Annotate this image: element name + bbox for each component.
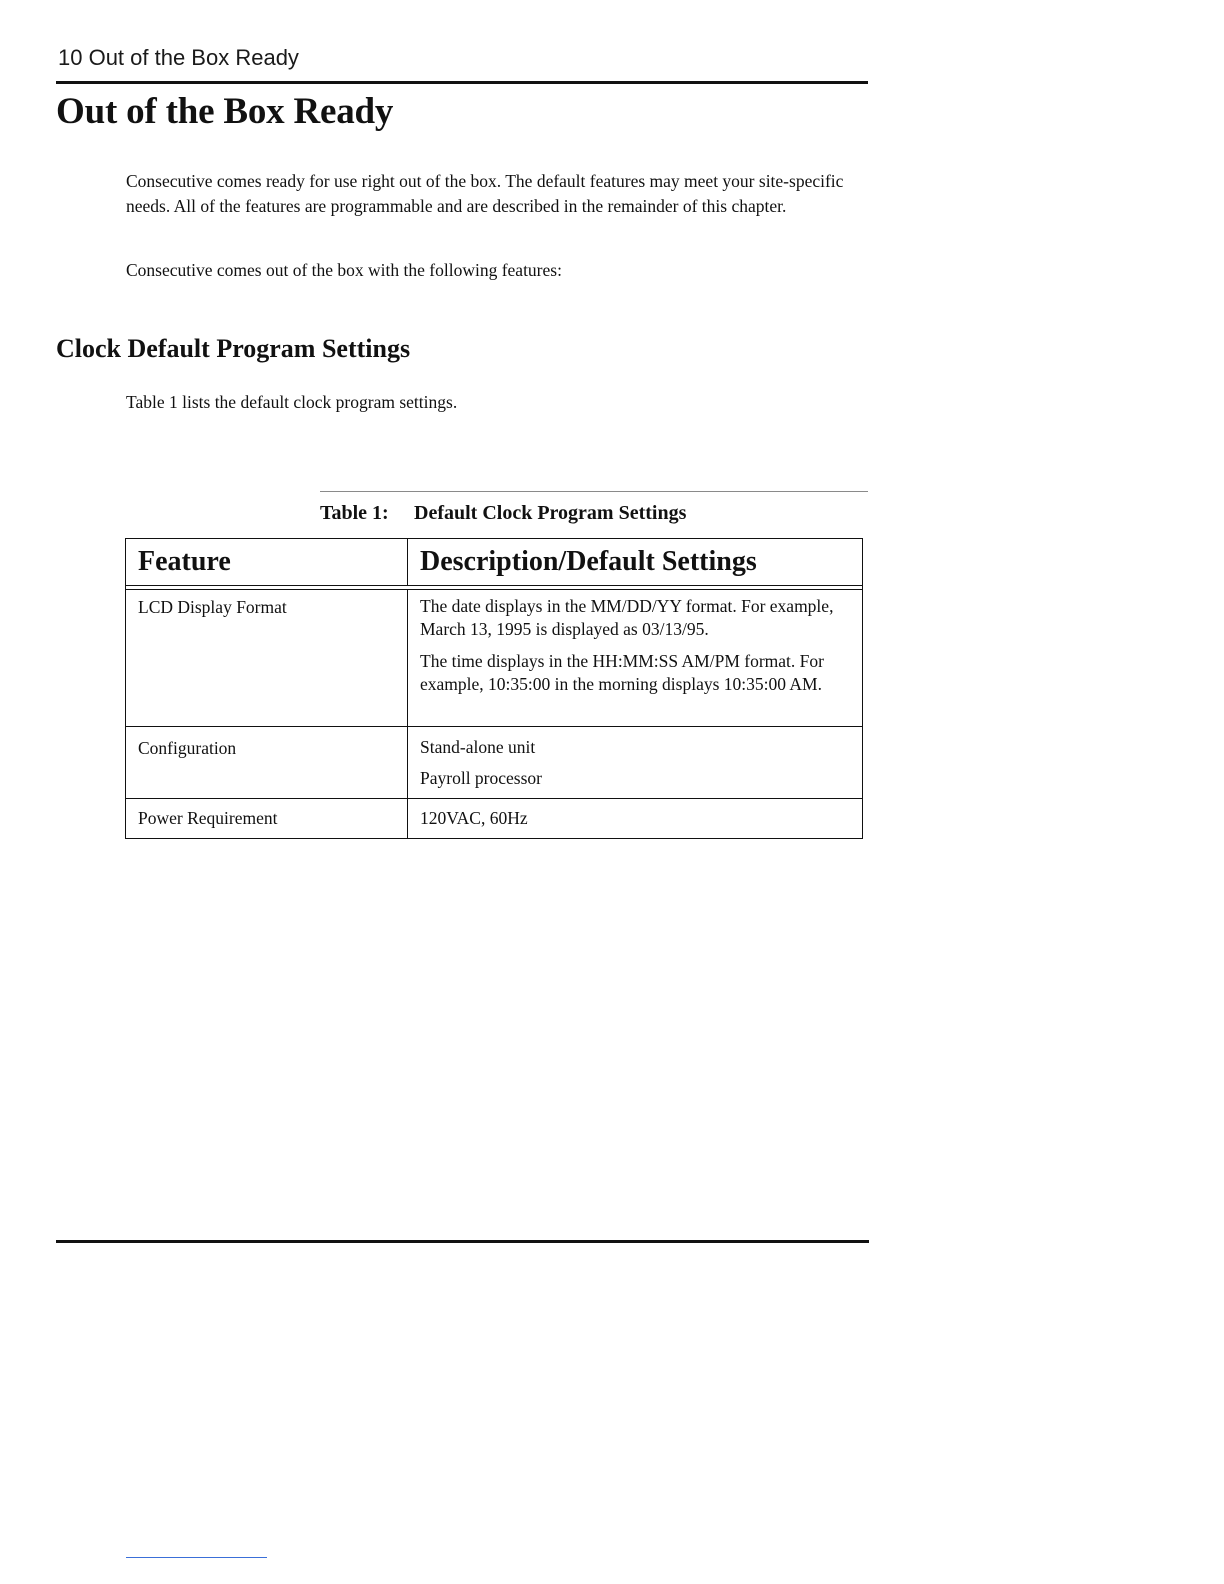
running-head: 10 Out of the Box Ready — [58, 45, 299, 70]
description-date-format: The date displays in the MM/DD/YY format. For example, March 13, 1995 is displayed as 03/13/95. — [420, 596, 834, 639]
settings-table — [125, 538, 863, 839]
top-rule — [56, 81, 868, 84]
row-description-configuration — [408, 727, 862, 798]
table-row — [126, 590, 862, 727]
description-power: 120VAC, 60Hz — [420, 808, 528, 828]
description-standalone: Stand-alone unit — [420, 737, 536, 757]
row-description-lcd — [408, 590, 862, 726]
table-row — [126, 727, 862, 799]
table-rule — [320, 491, 868, 492]
section-title: Clock Default Program Settings — [56, 334, 411, 363]
table-header-row — [126, 539, 862, 586]
row-description-power — [408, 799, 862, 838]
row-feature-lcd: LCD Display Format — [126, 590, 408, 726]
bottom-rule — [56, 1240, 869, 1243]
intro-paragraph-2: Consecutive comes out of the box with the following features: — [126, 260, 562, 280]
header-feature: Feature — [126, 539, 408, 585]
table-caption-title: Default Clock Program Settings — [414, 502, 687, 524]
row-feature-power: Power Requirement — [126, 799, 408, 838]
table-row — [126, 799, 862, 838]
description-payroll: Payroll processor — [420, 768, 542, 788]
intro-paragraph-1: Consecutive comes ready for use right out of the box. The default features may meet your site-specific needs. All of the features are programmable and are described in the remainder of this chapter. — [126, 171, 844, 216]
section-intro: Table 1 lists the default clock program settings. — [126, 392, 458, 412]
table-caption — [320, 502, 686, 525]
footer-line — [126, 1557, 267, 1558]
table-caption-number: Table 1: — [320, 502, 389, 524]
row-feature-configuration: Configuration — [126, 727, 408, 798]
page-title: Out of the Box Ready — [56, 91, 394, 132]
description-time-format: The time displays in the HH:MM:SS AM/PM format. For example, 10:35:00 in the morning displays 10:35:00 AM. — [420, 651, 824, 694]
header-description: Description/Default Settings — [420, 546, 757, 577]
